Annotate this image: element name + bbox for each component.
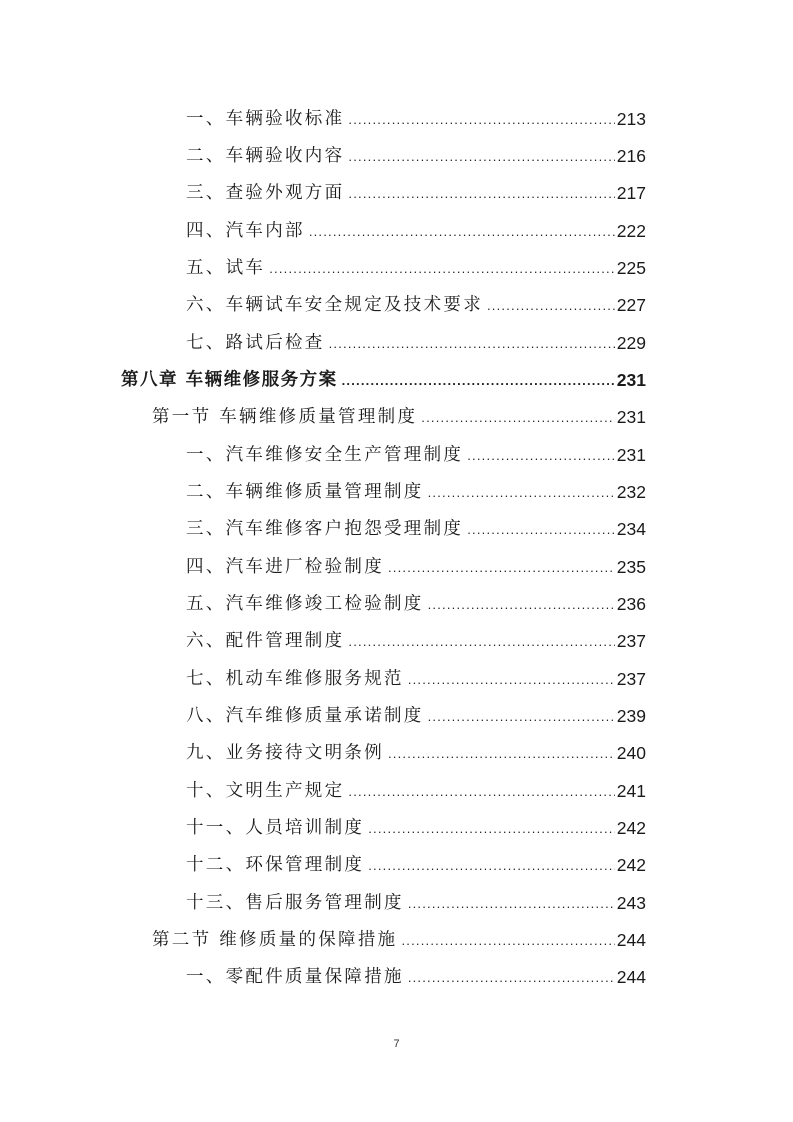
toc-entry-title: 第二节 维修质量的保障措施 (152, 930, 398, 950)
toc-entry-page: 237 (616, 631, 646, 651)
toc-entry[interactable] (186, 291, 646, 319)
toc-entry-title: 第一节 车辆维修质量管理制度 (152, 407, 418, 427)
toc-entry-title: 二、车辆维修质量管理制度 (186, 482, 424, 502)
toc-entry-page: 232 (616, 482, 646, 502)
toc-entry-title: 九、业务接待文明条例 (186, 743, 384, 763)
toc-entry-title: 七、机动车维修服务规范 (186, 669, 404, 689)
toc-entry[interactable] (186, 179, 646, 207)
toc-entry-title: 十二、环保管理制度 (186, 855, 365, 875)
toc-entry-page: 234 (616, 519, 646, 539)
toc-entry[interactable] (186, 142, 646, 170)
dot-leader (348, 777, 614, 805)
toc-entry-title: 四、汽车进厂检验制度 (186, 557, 384, 577)
toc-entry[interactable] (186, 553, 646, 581)
dot-leader (309, 217, 615, 245)
dot-leader (269, 254, 615, 282)
toc-entry[interactable] (186, 441, 646, 469)
toc-entry-page: 240 (616, 743, 646, 763)
toc-entry-title: 一、车辆验收标准 (186, 109, 345, 129)
toc-entry[interactable] (186, 963, 646, 991)
dot-leader (342, 366, 615, 394)
page-number: 7 (393, 1038, 400, 1050)
toc-entry-title: 三、汽车维修客户抱怨受理制度 (186, 519, 464, 539)
dot-leader (428, 478, 615, 506)
toc-entry[interactable] (186, 590, 646, 618)
toc-entry-title: 八、汽车维修质量承诺制度 (186, 706, 424, 726)
toc-entry-title: 五、试车 (186, 258, 266, 278)
toc-entry[interactable] (186, 814, 646, 842)
dot-leader (368, 814, 615, 842)
toc-entry-title: 四、汽车内部 (186, 221, 305, 241)
toc-entry[interactable] (186, 105, 646, 133)
toc-entry-title: 七、路试后检查 (186, 333, 325, 353)
dot-leader (401, 926, 614, 954)
toc-entry[interactable] (186, 217, 646, 245)
dot-leader (348, 627, 614, 655)
toc-entry-title: 一、零配件质量保障措施 (186, 967, 404, 987)
dot-leader (467, 441, 615, 469)
toc-entry-title: 三、查验外观方面 (186, 183, 345, 203)
dot-leader (348, 105, 614, 133)
dot-leader (408, 665, 615, 693)
toc-entry-page: 217 (616, 183, 646, 203)
toc-entry[interactable] (186, 739, 646, 767)
toc-entry-page: 227 (616, 295, 646, 315)
toc-entry-title: 一、汽车维修安全生产管理制度 (186, 445, 464, 465)
toc-entry-page: 231 (616, 445, 646, 465)
toc-entry[interactable] (186, 515, 646, 543)
toc-entry[interactable] (186, 478, 646, 506)
toc-entry-page: 216 (616, 146, 646, 166)
toc-entry-page: 213 (616, 109, 646, 129)
dot-leader (428, 590, 615, 618)
toc-entry-page: 239 (616, 706, 646, 726)
toc-section-entry[interactable] (152, 403, 646, 431)
toc-section-entry[interactable] (152, 926, 646, 954)
toc-entry-page: 225 (616, 258, 646, 278)
toc-entry-title: 十一、人员培训制度 (186, 818, 365, 838)
toc-entry-page: 242 (616, 855, 646, 875)
dot-leader (487, 291, 615, 319)
toc-entry[interactable] (186, 627, 646, 655)
toc-entry-title: 五、汽车维修竣工检验制度 (186, 594, 424, 614)
dot-leader (467, 515, 615, 543)
dot-leader (348, 179, 614, 207)
dot-leader (408, 889, 615, 917)
toc-entry[interactable] (186, 665, 646, 693)
toc-entry[interactable] (186, 851, 646, 879)
toc-entry-title: 十、文明生产规定 (186, 781, 345, 801)
toc-entry-title: 二、车辆验收内容 (186, 146, 345, 166)
toc-entry-page: 243 (616, 893, 646, 913)
dot-leader (408, 963, 615, 991)
toc-entry-page: 237 (616, 669, 646, 689)
toc-entry[interactable] (186, 777, 646, 805)
toc-entry[interactable] (186, 702, 646, 730)
toc-entry-title: 六、车辆试车安全规定及技术要求 (186, 295, 483, 315)
dot-leader (368, 851, 615, 879)
dot-leader (348, 142, 614, 170)
dot-leader (329, 329, 615, 357)
toc-entry-page: 241 (616, 781, 646, 801)
toc-entry-page: 229 (616, 333, 646, 353)
toc-entry-title: 第八章 车辆维修服务方案 (121, 370, 338, 390)
toc-entry[interactable] (186, 329, 646, 357)
dot-leader (388, 739, 615, 767)
toc-entry[interactable] (186, 889, 646, 917)
toc-entry[interactable] (186, 254, 646, 282)
toc-entry-title: 十三、售后服务管理制度 (186, 893, 404, 913)
dot-leader (388, 553, 615, 581)
toc-entry-page: 236 (616, 594, 646, 614)
toc-entry-title: 六、配件管理制度 (186, 631, 345, 651)
toc-chapter-entry[interactable] (121, 366, 646, 394)
toc-entry-page: 235 (616, 557, 646, 577)
dot-leader (428, 702, 615, 730)
toc-entry-page: 222 (616, 221, 646, 241)
toc-entry-page: 244 (616, 930, 646, 950)
toc-entry-page: 244 (616, 967, 646, 987)
toc-entry-page: 242 (616, 818, 646, 838)
toc-entry-page: 231 (616, 370, 646, 390)
dot-leader (421, 403, 615, 431)
toc-entry-page: 231 (616, 407, 646, 427)
